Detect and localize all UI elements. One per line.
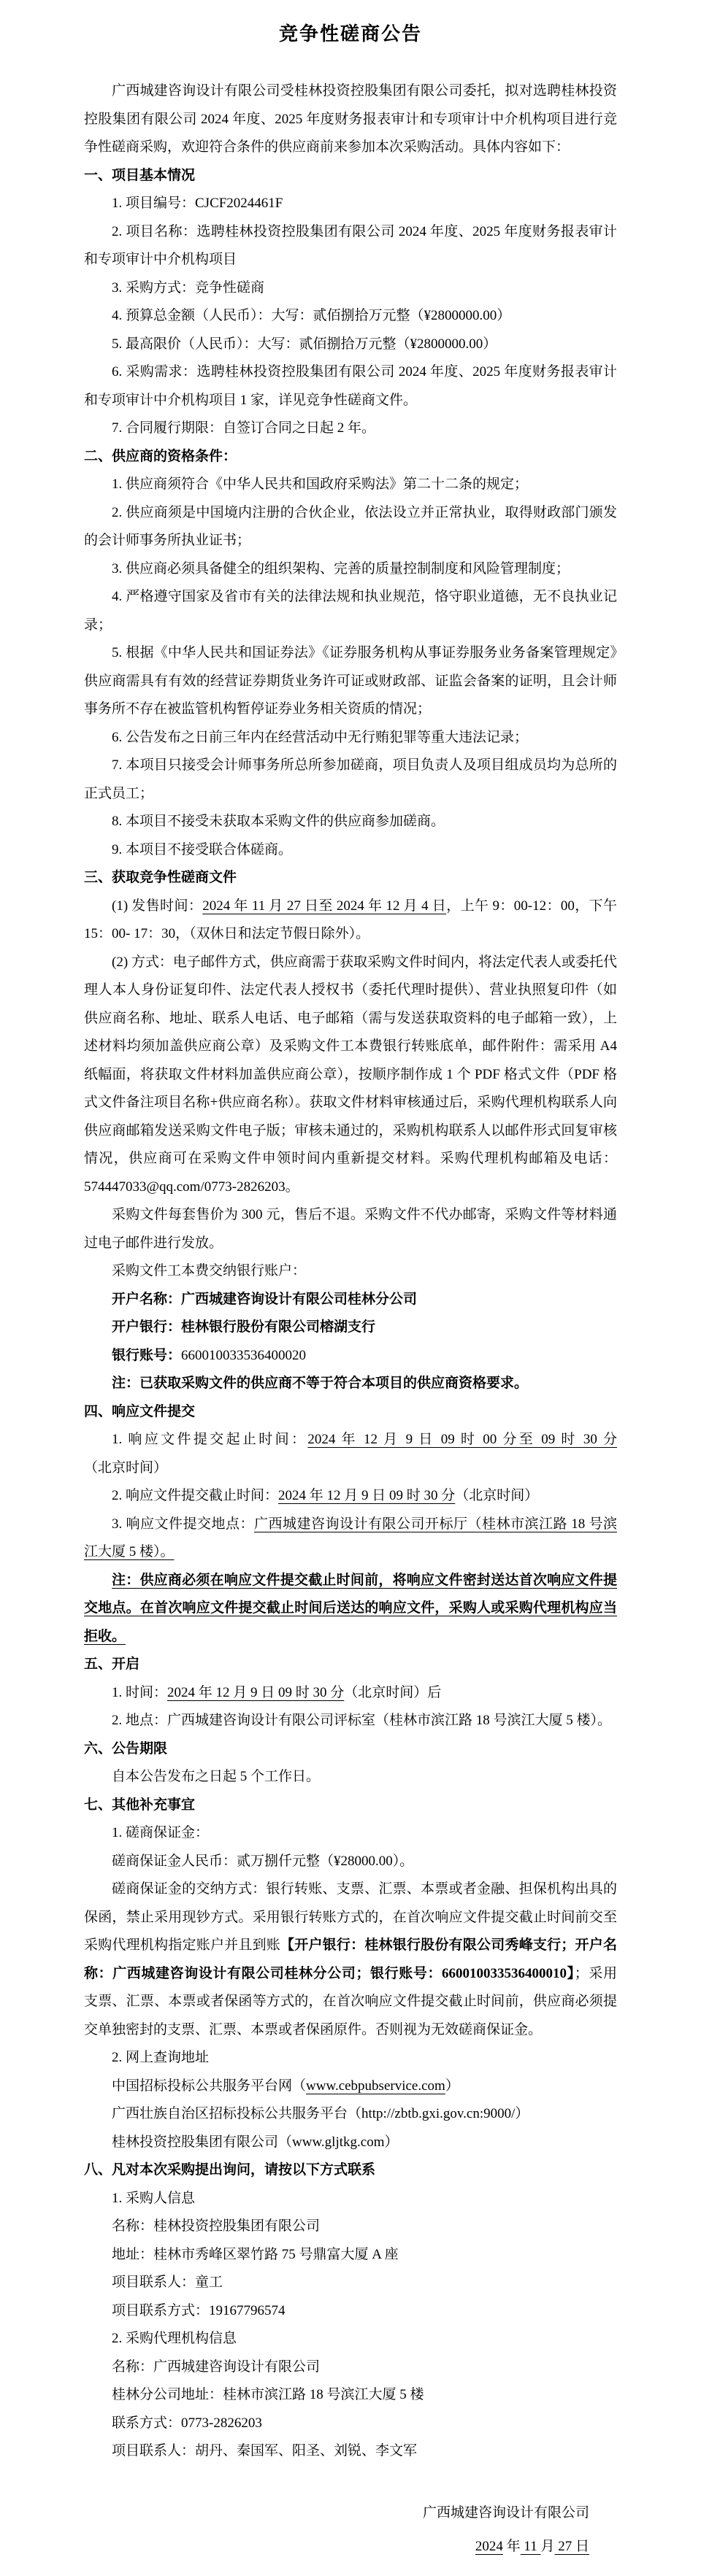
text-run: 四、响应文件提交 [84, 1403, 196, 1419]
section-heading [84, 2156, 617, 2185]
doc-paragraph [84, 190, 617, 218]
text-run: （北京时间） [455, 1488, 539, 1503]
text-run: 8. 本项目不接受未获取本采购文件的供应商参加磋商。 [112, 814, 445, 829]
text-run: 项目联系人：童工 [112, 2275, 223, 2290]
text-run: 6. 公告发布之日前三年内在经营活动中无行贿犯罪等重大违法记录； [112, 729, 529, 745]
doc-paragraph [84, 358, 617, 414]
doc-paragraph [84, 2410, 617, 2438]
text-run: 660010033536400020 [181, 1347, 307, 1363]
doc-paragraph [84, 752, 617, 808]
doc-paragraph [84, 639, 617, 724]
doc-paragraph [84, 1342, 617, 1370]
doc-paragraph [84, 1679, 617, 1708]
doc-paragraph [84, 2297, 617, 2326]
section-heading [84, 1398, 617, 1427]
text-run: 6. 采购需求：选聘桂林投资控股集团有限公司 2024 年度、2025 年度财务报表审计和专项审计中介机构项目 1 家，详见竞争性磋商文件。 [84, 364, 617, 408]
text-run: 月 [540, 2539, 555, 2554]
doc-paragraph [84, 1482, 617, 1511]
text-run: 9. 本项目不接受联合体磋商。 [112, 841, 293, 857]
text-run: 2. 地点：广西城建咨询设计有限公司评标室（桂林市滨江路 18 号滨江大厦 5 楼）。 [112, 1713, 612, 1728]
text-run: 5. 根据《中华人民共和国证券法》《证券服务机构从事证券服务业务备案管理规定》供应商需具有有效的经营证券期货业务许可证或财政部、证监会备案的证明，且会计师事务所不存在被监管机构暂停证券业务相关资质的情况； [84, 645, 617, 717]
doc-paragraph [84, 1426, 617, 1482]
doc-paragraph [84, 331, 617, 359]
text-run: 2024 年 11 月 27 日至 2024 年 12 月 4 日 [202, 898, 447, 914]
text-run: 7. 本项目只接受会计师事务所总所参加磋商，项目负责人及项目组成员均为总所的正式员工； [84, 757, 617, 801]
text-run: 27 日 [554, 2539, 589, 2554]
doc-paragraph [84, 77, 617, 162]
doc-paragraph [84, 1370, 617, 1398]
text-run: 广西城建咨询设计有限公司受桂林投资控股集团有限公司委托，拟对选聘桂林投资控股集团有限公司 2024 年度、2025 年度财务报表审计和专项审计中介机构项目进行竞争性磋商采购，欢迎符合条件的供应商前来参加本次采购活动。具体内容如下： [84, 83, 617, 155]
doc-paragraph [84, 2325, 617, 2353]
text-run: 广西城建咨询设计有限公司 [422, 2504, 589, 2521]
text-run: 五、开启 [84, 1657, 140, 1672]
text-run: 磋商保证金的交纳方式：银行转账、支票、汇票、本票或者金融、担保机构出具的保函，禁止采用现钞方式。采用银行转账方式的，在首次响应文件提交截止时间前交至采购代理机构指定账户并且到账 [84, 1881, 617, 1953]
text-run: （北京时间） [84, 1459, 168, 1476]
text-run: 1. 磋商保证金： [112, 1825, 210, 1840]
doc-paragraph [84, 414, 617, 443]
text-run: 2. 网上查询地址 [112, 2050, 210, 2065]
doc-paragraph [84, 2213, 617, 2241]
doc-paragraph [84, 499, 617, 555]
text-run: 三、获取竞争性磋商文件 [84, 870, 237, 885]
text-run: 名称：桂林投资控股集团有限公司 [112, 2218, 321, 2234]
text-run: 【开户银行：桂林银行股份有限公司秀峰支行；开户名称：广西城建咨询设计有限公司桂林分公司；银行账号：660010033536400010】 [84, 1937, 617, 1981]
text-run: 4. 严格遵守国家及省市有关的法律法规和执业规范，恪守职业道德，无不良执业记录； [84, 589, 617, 633]
text-run: 2024 年 12 月 9 日 09 时 30 分 [278, 1488, 456, 1503]
text-run: 11 [520, 2539, 541, 2554]
text-run: 二、供应商的资格条件： [84, 448, 237, 464]
text-run: 项目联系方式：19167796574 [112, 2302, 286, 2318]
doc-paragraph [84, 1848, 617, 1876]
text-run: 广西城建咨询设计有限公司开标厅（桂林市滨江路 18 号滨江大厦 5 楼）。 [84, 1516, 617, 1559]
text-run: 2024 年 12 月 9 日 09 时 00 分至 09 时 30 分 [307, 1432, 617, 1447]
doc-paragraph [84, 1257, 617, 1286]
doc-paragraph [84, 1707, 617, 1735]
doc-paragraph [84, 1286, 617, 1314]
text-run: 1. 采购人信息 [112, 2190, 196, 2206]
text-run: 注：供应商必须在响应文件提交截止时间前，将响应文件密封送达首次响应文件提交地点。在首次响应文件提交截止时间后送达的响应文件，采购人或采购代理机构应当拒收。 [84, 1572, 617, 1644]
doc-paragraph [84, 2044, 617, 2072]
text-run: 联系方式：0773-2826203 [112, 2415, 262, 2431]
signature-line [84, 2499, 617, 2528]
doc-paragraph [84, 555, 617, 584]
text-run: 名称：广西城建咨询设计有限公司 [112, 2359, 321, 2375]
text-run: 八、凡对本次采购提出询问，请按以下方式联系 [84, 2162, 376, 2178]
text-run: 2024 年 12 月 9 日 09 时 30 分 [167, 1684, 345, 1700]
doc-paragraph [84, 2381, 617, 2410]
doc-paragraph [84, 808, 617, 836]
signature-line [84, 2533, 617, 2561]
doc-paragraph [84, 2269, 617, 2297]
doc-paragraph [84, 2353, 617, 2382]
text-run: 采购文件每套售价为 300 元，售后不退。采购文件不代办邮寄，采购文件等材料通过电子邮件进行发放。 [84, 1207, 617, 1251]
text-run: 1. 时间： [112, 1684, 168, 1700]
text-run: 年 [502, 2539, 521, 2554]
doc-paragraph [84, 302, 617, 331]
doc-paragraph [84, 836, 617, 865]
text-run: 地址：桂林市秀峰区翠竹路 75 号鼎富大厦 A 座 [112, 2246, 399, 2262]
text-run: 六、公告期限 [84, 1740, 168, 1756]
text-run: 1. 项目编号：CJCF2024461F [112, 196, 283, 211]
section-heading [84, 1735, 617, 1764]
link-cebpubservice[interactable]: www.cebpubservice.com [306, 2078, 445, 2094]
document-body [84, 77, 617, 2561]
text-run: (1) 发售时间： [112, 898, 203, 914]
text-run: 磋商保证金人民币：贰万捌仟元整（¥28000.00）。 [112, 1853, 414, 1869]
doc-paragraph [84, 218, 617, 274]
text-run: 采购文件工本费交纳银行账户： [112, 1263, 307, 1279]
text-run: 3. 响应文件提交地点： [112, 1516, 254, 1532]
section-heading [84, 1651, 617, 1679]
text-run: 项目联系人：胡丹、秦国军、阳圣、刘锐、李文军 [112, 2443, 418, 2459]
text-run: 自本公告发布之日起 5 个工作日。 [112, 1769, 321, 1784]
doc-paragraph [84, 949, 617, 1202]
section-heading [84, 162, 617, 190]
doc-paragraph [84, 2437, 617, 2466]
doc-paragraph [84, 1819, 617, 1848]
text-run: 2. 采购代理机构信息 [112, 2331, 237, 2346]
text-run: 1. 响应文件提交起止时间： [112, 1432, 308, 1447]
section-heading [84, 864, 617, 892]
section-heading [84, 443, 617, 471]
text-run: 银行账号： [112, 1347, 182, 1363]
text-run: 开户名称：广西城建咨询设计有限公司桂林分公司 [112, 1291, 418, 1307]
text-run: （北京时间）后 [344, 1684, 442, 1700]
doc-paragraph [84, 1763, 617, 1792]
doc-paragraph [84, 1314, 617, 1342]
doc-paragraph [84, 583, 617, 639]
text-run: ，上午 9：00-12：00，下午 15：00- 17：30，（双休日和法定节假日除外）。 [84, 898, 618, 941]
doc-paragraph [84, 2072, 617, 2101]
doc-paragraph [84, 2241, 617, 2270]
text-run: 1. 供应商须符合《中华人民共和国政府采购法》第二十二条的规定； [112, 477, 529, 492]
doc-paragraph [84, 724, 617, 752]
text-run: 5. 最高限价（人民币）：大写：贰佰捌拾万元整（¥2800000.00） [112, 336, 497, 352]
text-run: 4. 预算总金额（人民币）：大写：贰佰捌拾万元整（¥2800000.00） [112, 308, 511, 323]
text-run: 2. 供应商须是中国境内注册的合伙企业，依法设立并正常执业，取得财政部门颁发的会计师事务所执业证书； [84, 504, 617, 548]
text-run: 一、项目基本情况 [84, 167, 196, 183]
text-run: 3. 采购方式：竞争性磋商 [112, 279, 265, 296]
text-run: 广西壮族自治区招标投标公共服务平台（http://zbtb.gxi.gov.cn:9000/） [112, 2106, 529, 2121]
page-title: 竞争性磋商公告 [278, 23, 422, 45]
text-run: 3. 供应商必须具备健全的组织架构、完善的质量控制制度和风险管理制度； [112, 560, 570, 576]
text-run: 2. 项目名称：选聘桂林投资控股集团有限公司 2024 年度、2025 年度财务报表审计和专项审计中介机构项目 [84, 223, 617, 267]
doc-paragraph [84, 1511, 617, 1567]
text-run: 注：已获取采购文件的供应商不等于符合本项目的供应商资格要求。 [112, 1376, 529, 1391]
text-run: 桂林分公司地址：桂林市滨江路 18 号滨江大厦 5 楼 [112, 2387, 424, 2402]
doc-paragraph [84, 471, 617, 499]
doc-paragraph [84, 892, 617, 949]
text-run: 开户银行：桂林银行股份有限公司榕湖支行 [112, 1319, 376, 1335]
text-run: 7. 合同履行期限：自签订合同之日起 2 年。 [112, 420, 376, 436]
doc-paragraph [84, 1201, 617, 1257]
text-run: (2) 方式：电子邮件方式，供应商需于获取采购文件时间内，将法定代表人或委托代理人本人身份证复印件、法定代表人授权书（委托代理时提供）、营业执照复印件（如供应商名称、地址、联系人电话、电子邮箱（需与发送获取资料的电子邮箱一致），上述材料均须加盖供应商公章）及采购文件工本费银行转账底单，邮件附件：需采用 A4 纸幅面，将获取文件材料加盖供应商公章），按顺序制作成 1 个 PDF 格式文件（PDF 格式文件备注项目名称+供应商名称）。获取文件材料审核通过后，采购代理机构联系人向供应商邮箱发送采购文件电子版；审核未通过的，采购机构联系人以邮件形式回复审核情况，供应商可在采购文件申领时间内重新提交材料。采购代理机构邮箱及电话：574447033@qq.com/0773-2826203。 [84, 954, 617, 1195]
text-run: ） [445, 2078, 459, 2094]
doc-paragraph [84, 2129, 617, 2157]
text-run: 2. 响应文件提交截止时间： [112, 1488, 279, 1503]
text-run: ；采用支票、汇票、本票或者保函等方式的，在首次响应文件提交截止时间前，供应商必须提交单独密封的支票、汇票、本票或者保函原件。否则视为无效磋商保证金。 [84, 1965, 617, 2037]
text-run: 2024 [475, 2539, 503, 2554]
text-run: 七、其他补充事宜 [84, 1797, 196, 1813]
doc-paragraph [84, 2185, 617, 2213]
doc-paragraph [84, 1567, 617, 1651]
text-run: 桂林投资控股集团有限公司（www.gljtkg.com） [112, 2134, 399, 2150]
text-run: 中国招标投标公共服务平台网（ [112, 2078, 307, 2094]
doc-paragraph [84, 1875, 617, 2044]
doc-paragraph [84, 2100, 617, 2129]
section-heading [84, 1792, 617, 1820]
doc-paragraph [84, 274, 617, 303]
